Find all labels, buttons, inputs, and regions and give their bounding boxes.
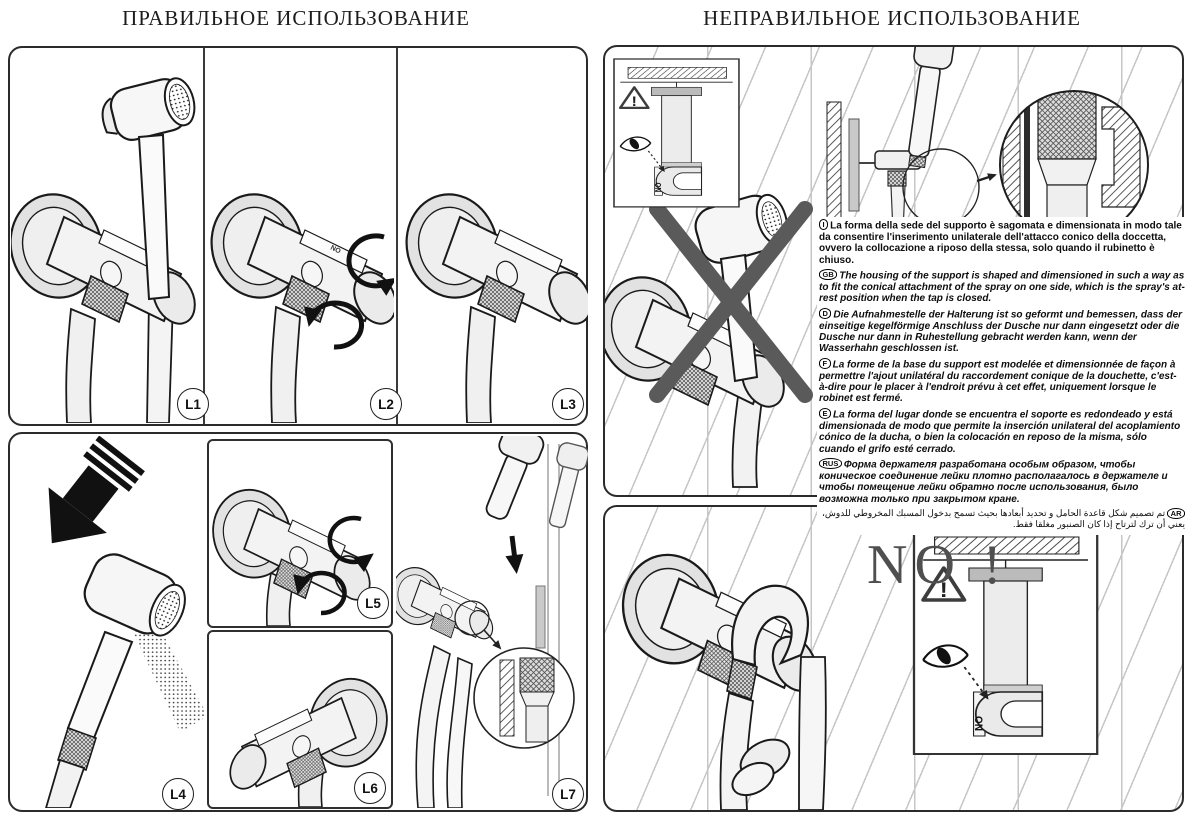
step-label-l2: L2 — [370, 388, 402, 420]
illustration-l2-rotate-holder — [206, 49, 394, 423]
note-paragraph — [819, 458, 1185, 505]
note-text: La forma della sede del supporto è sagomata e dimensionata in modo tale da consentire l'inserimento unilaterale dell'attacco conico della doccetta, ovvero la collocazione a riposo della stessa, solo quando il rubinetto è chiuso. — [819, 220, 1182, 266]
step-label-l7: L7 — [552, 778, 584, 810]
note-paragraph — [819, 408, 1185, 455]
title-correct-use: ПРАВИЛЬНОЕ ИСПОЛЬЗОВАНИЕ — [122, 6, 470, 30]
note-paragraph — [819, 358, 1185, 405]
step-label-l3: L3 — [552, 388, 584, 420]
panel-correct-steps-bottom — [8, 432, 588, 812]
panel-incorrect-bottom — [603, 505, 1184, 812]
illustration-l4-spray-use — [12, 436, 206, 808]
illustration-l1-spray-in-holder — [11, 49, 201, 423]
panel-incorrect-top — [603, 45, 1185, 530]
note-text: Die Aufnahmestelle der Halterung ist so geformt und bemessen, dass der einseitige kegelförmige Anschluss der Dusche nur dann eingesetzt oder die Dusche nur dann in Ruhestellung gebracht werden kann, wenn der Wasserhahn geschlossen ist. — [819, 309, 1183, 355]
note-paragraph — [819, 308, 1185, 355]
lang-badge: F — [819, 358, 831, 369]
lang-badge: E — [819, 408, 831, 419]
lang-badge: RUS — [819, 458, 842, 469]
step-label-l4: L4 — [162, 778, 194, 810]
lang-badge: D — [819, 308, 831, 319]
panel-divider — [203, 48, 205, 424]
step-label-l1: L1 — [177, 388, 209, 420]
note-paragraph — [819, 269, 1185, 305]
note-text: The housing of the support is shaped and dimensioned in such a way as to fit the conical attachment of the spray on one side, which is the spray's at-rest position when the tap is closed. — [819, 270, 1185, 305]
title-incorrect-use: НЕПРАВИЛЬНОЕ ИСПОЛЬЗОВАНИЕ — [703, 6, 1081, 30]
illustration-l7-insert-spray — [396, 436, 588, 808]
note-text: La forma del lugar donde se encuentra el soporte es redondeado y está dimensionada de modo que permite la inserción unilateral del acoplamiento cónico de la ducha, o bien la colocación en reposo de la misma, sólo cuando el grifo esté cerrado. — [819, 409, 1181, 455]
note-text: La forme de la base du support est modelée et dimensionnée de façon à permettre l'ajout unilatéral du raccordement conique de la douchette, c'est-à-dire pour le placer à l'endroit prévu à cet effet, uniquement lorsque le robinet est fermé. — [819, 359, 1177, 405]
lang-badge: GB — [819, 269, 837, 280]
no-warning-text: NO ! — [867, 534, 1009, 596]
lang-badge: I — [819, 219, 828, 230]
panel-correct-steps-top — [8, 46, 588, 426]
note-paragraph — [819, 219, 1185, 266]
note-text: Форма держателя разработана особым образом, чтобы коническое соединение лейки плотно располагалось в держателе и чтобы помещение лейки обратно после использования, было возможна только при закрытом кране. — [819, 459, 1168, 505]
step-label-l5: L5 — [357, 587, 389, 619]
illustration-l3-holder-rest — [399, 49, 588, 423]
panel-divider — [396, 48, 398, 424]
notes-block — [817, 217, 1185, 535]
step-label-l6: L6 — [354, 772, 386, 804]
note-paragraph-arabic — [819, 508, 1185, 531]
holder-bar-no-label: NO — [329, 244, 342, 256]
lang-badge: AR — [1167, 508, 1185, 519]
note-text: تم تصميم شكل قاعدة الحامل و تحديد أبعادها بحيث تسمح بدخول المسبك المخروطي للدوش، يعني أن ترك لترتاح إذا كان الصنبور مغلقا فقط. — [822, 507, 1185, 530]
